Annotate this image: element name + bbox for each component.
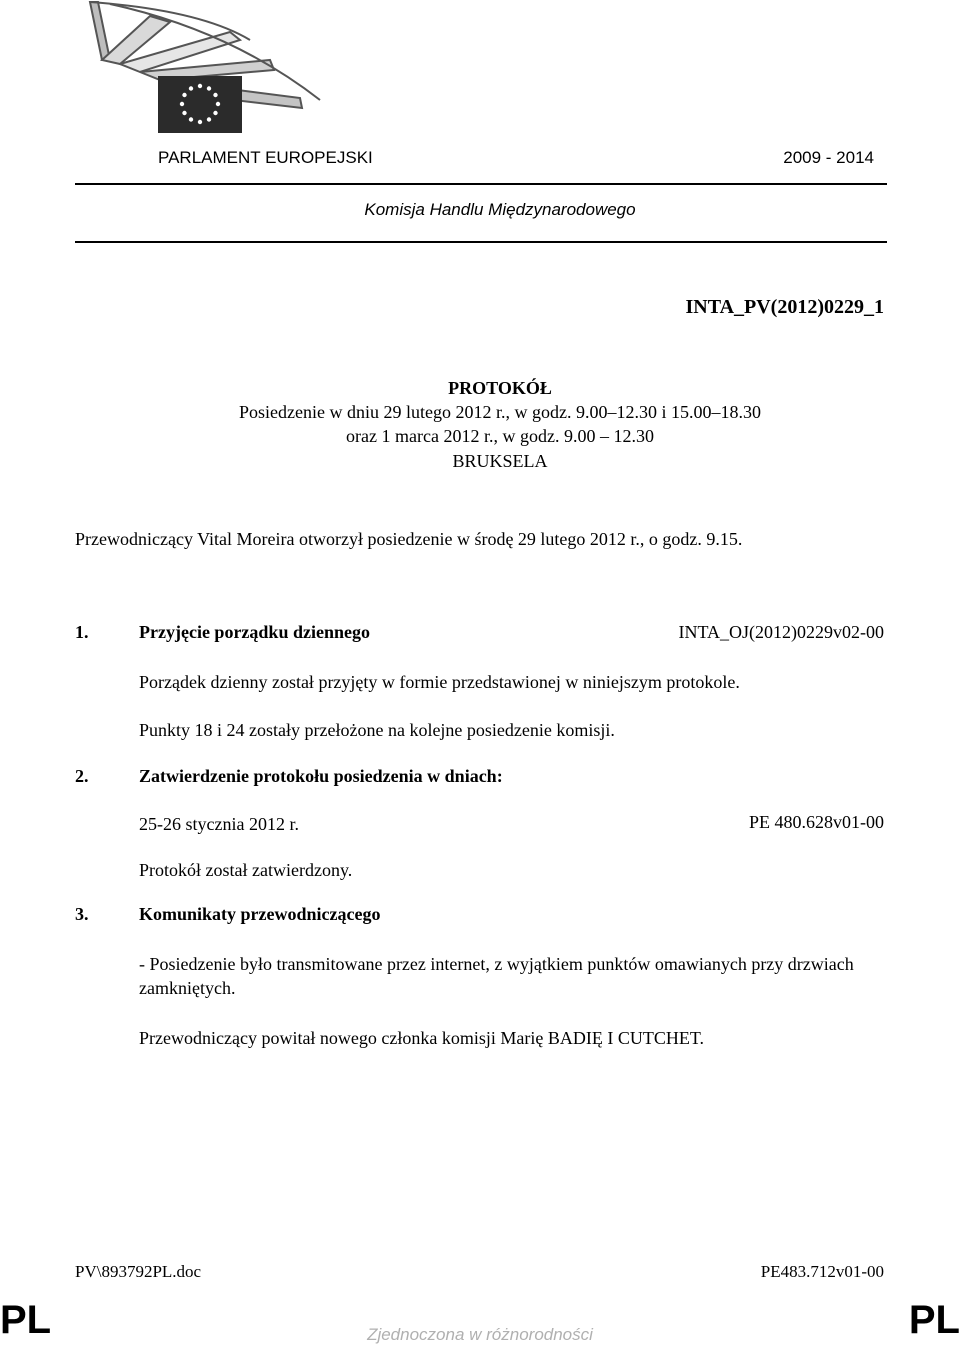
- item-3-text-2: Przewodniczący powitał nowego członka komisji Marię BADIĘ I CUTCHET.: [139, 1028, 705, 1048]
- footer-reference: PE483.712v01-00: [760, 1262, 884, 1281]
- committee-name: Komisja Handlu Międzynarodowego: [364, 200, 636, 219]
- item-1-text-1: Porządek dzienny został przyjęty w formie przedstawionej w niniejszym protokole.: [139, 672, 740, 692]
- eu-flag-icon: [158, 76, 242, 133]
- item-2-date: 25-26 stycznia 2012 r.: [139, 814, 299, 834]
- item-2-text: Protokół został zatwierdzony.: [139, 860, 353, 880]
- meeting-dates-line-2: oraz 1 marca 2012 r., w godz. 9.00 – 12.30: [346, 426, 654, 446]
- institution-name: PARLAMENT EUROPEJSKI: [158, 148, 373, 167]
- document-reference: INTA_PV(2012)0229_1: [685, 296, 884, 318]
- footer-file-name: PV\893792PL.doc: [75, 1262, 202, 1281]
- opening-statement: Przewodniczący Vital Moreira otworzył posiedzenie w środę 29 lutego 2012 r., o godz. 9.15.: [75, 529, 743, 549]
- item-1-reference: INTA_OJ(2012)0229v02-00: [678, 622, 884, 642]
- item-3-heading: Komunikaty przewodniczącego: [139, 904, 381, 924]
- european-parliament-logo: [80, 0, 340, 140]
- item-3-text-1: - Posiedzenie było transmitowane przez internet, z wyjątkiem punktów omawianych przy drzwiach zamkniętych.: [139, 954, 854, 998]
- eu-motto: Zjednoczona w różnorodności: [367, 1325, 593, 1344]
- item-2-heading: Zatwierdzenie protokołu posiedzenia w dniach:: [139, 766, 503, 786]
- header-divider-bottom: [75, 241, 887, 243]
- item-1-text-2: Punkty 18 i 24 zostały przełożone na kolejne posiedzenie komisji.: [139, 720, 615, 740]
- meeting-dates-line-1: Posiedzenie w dniu 29 lutego 2012 r., w godz. 9.00–12.30 i 15.00–18.30: [239, 402, 761, 422]
- meeting-location: BRUKSELA: [452, 451, 548, 471]
- language-code-right: PL: [908, 1298, 960, 1342]
- item-1-heading: Przyjęcie porządku dziennego: [139, 622, 370, 642]
- language-code-left: PL: [0, 1298, 52, 1342]
- item-2-reference: PE 480.628v01-00: [749, 812, 884, 832]
- document-title: PROTOKÓŁ: [448, 378, 552, 398]
- item-2-number: 2.: [75, 766, 89, 786]
- header-divider: [75, 183, 887, 185]
- item-3-number: 3.: [75, 904, 89, 924]
- item-1-number: 1.: [75, 622, 89, 642]
- parliamentary-term: 2009 - 2014: [783, 148, 874, 167]
